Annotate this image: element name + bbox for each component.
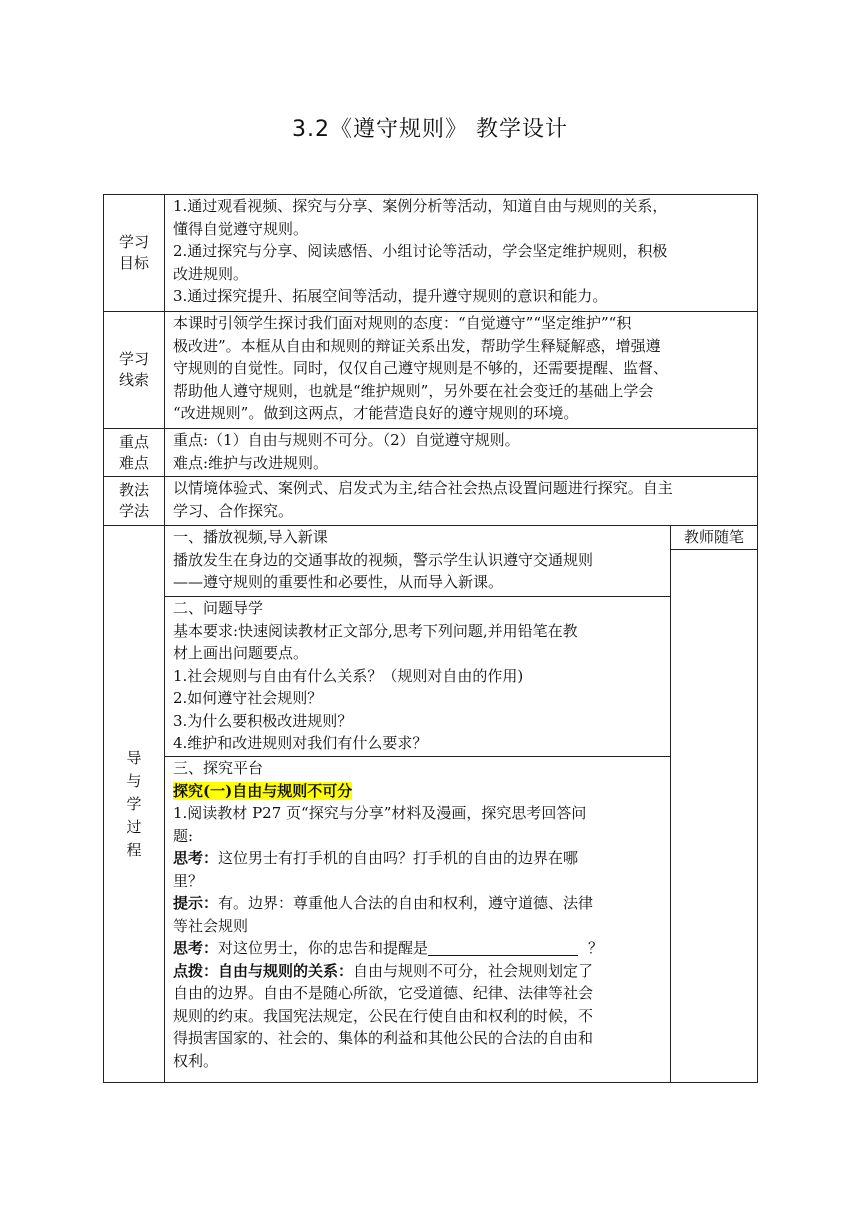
label-line: 学习 — [118, 350, 149, 368]
process-row-4 — [104, 757, 758, 1083]
hint-line: 等社会规则 — [173, 916, 249, 935]
objectives-row — [104, 195, 758, 312]
objective-line: 懂得自觉遵守规则。 — [173, 219, 309, 238]
point-line — [173, 960, 670, 983]
label-line: 学法 — [118, 502, 149, 520]
inquiry-highlight: 探究(一)自由与规则不可分 — [173, 781, 353, 800]
lesson-plan-table — [103, 194, 758, 1083]
label-line: 过 — [126, 817, 142, 836]
think-text: 这位男士有打手机的自由吗？打手机的自由的边界在哪 — [218, 849, 579, 867]
clue-line: 帮助他人遵守规则，也就是“维护规则”，另外要在社会变迁的基础上学会 — [173, 381, 654, 400]
teacher-notes-header: 教师随笔 — [671, 526, 758, 550]
read-line: 题: — [173, 826, 194, 845]
objectives-content — [165, 195, 758, 312]
hint-text: 有。边界：尊重他人合法的自由和权利，遵守道德、法律 — [218, 894, 594, 912]
point-line: 权利。 — [173, 1051, 219, 1070]
section-line: 4.维护和改进规则对我们有什么要求？ — [173, 734, 428, 752]
think-text: 对这位男士，你的忠告和提醒是 — [218, 939, 429, 957]
document-title: 3.2《遵守规则》 教学设计 — [292, 117, 568, 142]
keypoints-row — [104, 429, 758, 477]
section-video-intro — [165, 526, 671, 597]
label-line: 学 — [126, 794, 142, 813]
method-content — [165, 477, 758, 526]
clue-line: “改进规则”。做到这两点，才能营造良好的遵守规则的环境。 — [173, 404, 579, 422]
hint-line — [173, 892, 670, 915]
think1-line: 里？ — [173, 871, 204, 890]
section-question-guide — [165, 597, 671, 757]
section-line: ——遵守规则的重要性和必要性，从而导入新课。 — [173, 573, 504, 591]
label-line: 教法 — [118, 481, 149, 499]
method-line: 以情境体验式、案例式、启发式为主,结合社会热点设置问题进行探究。自主 — [173, 479, 673, 497]
label-line: 目标 — [118, 254, 149, 272]
keypoints-content — [165, 429, 758, 477]
method-row — [104, 477, 758, 526]
section-heading: 三、探究平台 — [173, 759, 264, 777]
label-line: 程 — [126, 840, 142, 859]
process-row-3 — [104, 597, 758, 757]
section-line: 2.如何遵守社会规则？ — [173, 689, 323, 707]
read-line: 1.阅读教材 P27 页“探究与分享”材料及漫画，探究思考回答问 — [173, 804, 587, 822]
label-line: 重点 — [118, 432, 149, 451]
label-line: 难点 — [118, 453, 149, 472]
think-label: 思考： — [173, 939, 219, 957]
label-line: 导 — [126, 748, 142, 767]
section-line: 1.社会规则与自由有什么关系？（规则对自由的作用) — [173, 666, 524, 685]
clue-line: 本课时引领学生探讨我们面对规则的态度：“自觉遵守”“坚定维护”“积 — [173, 314, 632, 332]
think-end: ？ — [588, 939, 604, 957]
inquiry-title — [173, 780, 670, 803]
section-heading: 一、播放视频,导入新课 — [173, 528, 328, 546]
clue-line: 守规则的自觉性。同时，仅仅自己遵守规则是不够的，还需要提醒、监督、 — [173, 359, 669, 377]
objectives-label — [104, 195, 165, 312]
section-line: 材上画出问题要点。 — [173, 644, 309, 662]
think2-line — [173, 937, 670, 960]
label-line: 学习 — [118, 233, 149, 251]
method-label — [104, 477, 165, 526]
process-row-1 — [104, 526, 758, 550]
clue-label — [104, 312, 165, 429]
method-line: 学习、合作探究。 — [173, 501, 294, 520]
point-line: 得损害国家的、社会的、集体的利益和其他公民的合法的自由和 — [173, 1029, 594, 1047]
objective-line: 2.通过探究与分享、阅读感悟、小组讨论等活动，学会坚定维护规则，积极 — [173, 242, 668, 260]
point-label: 点拨：自由与规则的关系： — [173, 961, 354, 980]
keypoints-label — [104, 429, 165, 477]
section-inquiry-platform — [165, 757, 671, 1083]
keypoint-line: 难点:维护与改进规则。 — [173, 453, 329, 472]
process-label — [104, 526, 165, 1083]
clue-row — [104, 312, 758, 429]
answer-blank[interactable] — [428, 939, 578, 956]
teacher-notes-column — [671, 550, 758, 1083]
think1-line — [173, 847, 670, 870]
keypoint-line: 重点:（1）自由与规则不可分。（2）自觉遵守规则。 — [173, 431, 520, 449]
section-line: 3.为什么要积极改进规则？ — [173, 711, 353, 730]
label-line: 与 — [126, 771, 142, 790]
point-line: 规则的约束。我国宪法规定，公民在行使自由和权利的时候，不 — [173, 1006, 594, 1025]
objective-line: 3.通过探究提升、拓展空间等活动，提升遵守规则的意识和能力。 — [173, 287, 608, 305]
section-line: 播放发生在身边的交通事故的视频，警示学生认识遵守交通规则 — [173, 550, 594, 569]
point-line: 自由的边界。自由不是随心所欲，它受道德、纪律、法律等社会 — [173, 984, 594, 1002]
section-heading: 二、问题导学 — [173, 599, 264, 617]
think-label: 思考： — [173, 849, 219, 867]
section-line: 基本要求:快速阅读教材正文部分,思考下列问题,并用铅笔在教 — [173, 621, 578, 640]
objective-line: 1.通过观看视频、探究与分享、案例分析等活动，知道自由与规则的关系， — [173, 197, 668, 215]
clue-content — [165, 312, 758, 429]
hint-label: 提示： — [173, 894, 219, 912]
point-text: 自由与规则不可分，社会规则划定了 — [353, 961, 594, 980]
clue-line: 极改进”。本框从自由和规则的辩证关系出发，帮助学生释疑解惑，增强遵 — [173, 336, 661, 355]
objective-line: 改进规则。 — [173, 264, 249, 283]
label-line: 线索 — [118, 371, 149, 389]
